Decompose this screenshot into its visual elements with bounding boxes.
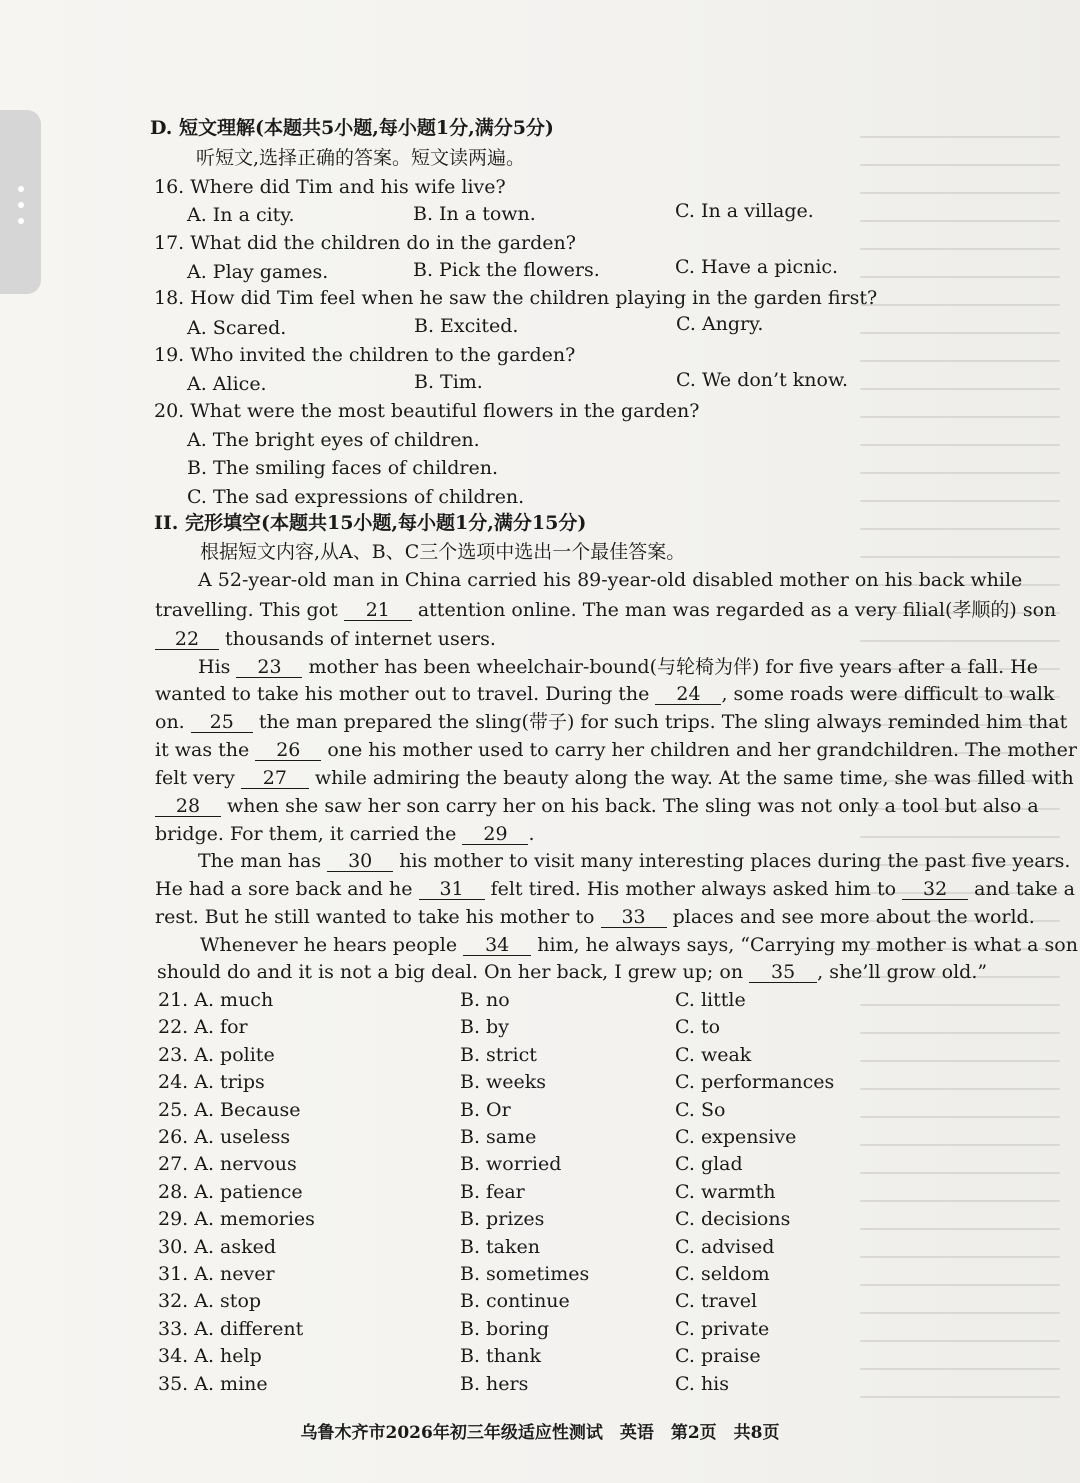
blank-28[interactable]: 28 [155, 796, 221, 817]
option-33a[interactable]: 33. A. different [158, 1318, 304, 1340]
option-27c[interactable]: C. glad [675, 1153, 743, 1175]
option-23a[interactable]: 23. A. polite [158, 1044, 275, 1066]
option-18b: B. Excited. [414, 315, 519, 337]
handle-dot-icon [18, 202, 24, 208]
option-20a: A. The bright eyes of children. [187, 429, 480, 451]
option-32a[interactable]: 32. A. stop [158, 1290, 262, 1312]
blank-35[interactable]: 35 [749, 962, 817, 983]
blank-31[interactable]: 31 [419, 879, 485, 900]
section-ii-instruction: 根据短文内容,从A、B、C三个选项中选出一个最佳答案。 [200, 541, 686, 563]
passage-line: His 23 mother has been wheelchair-bound(与轮椅为伴) for five years after a fall. He [198, 656, 1039, 678]
option-17c: C. Have a picnic. [675, 256, 839, 278]
option-24a[interactable]: 24. A. trips [158, 1071, 265, 1093]
option-17b: B. Pick the flowers. [413, 259, 600, 281]
question-20: 20. What were the most beautiful flowers in the garden? [154, 400, 700, 422]
option-26a[interactable]: 26. A. useless [158, 1126, 291, 1148]
option-31c[interactable]: C. seldom [675, 1263, 770, 1285]
option-16c: C. In a village. [675, 200, 814, 222]
option-29a[interactable]: 29. A. memories [158, 1208, 315, 1230]
passage-line: Whenever he hears people 34 him, he always says, “Carrying my mother is what a son [200, 934, 1078, 956]
option-31a[interactable]: 31. A. never [158, 1263, 275, 1285]
passage-line: it was the 26 one his mother used to carry her children and her grandchildren. The mother [155, 739, 1077, 761]
option-34a[interactable]: 34. A. help [158, 1345, 262, 1367]
option-33b[interactable]: B. boring [460, 1318, 550, 1340]
blank-23[interactable]: 23 [236, 657, 302, 678]
passage-line: 28 when she saw her son carry her on his back. The sling was not only a tool but also a [155, 794, 1039, 818]
option-17a: A. Play games. [187, 261, 329, 283]
option-30c[interactable]: C. advised [675, 1236, 775, 1258]
option-16b: B. In a town. [413, 203, 536, 225]
option-35c[interactable]: C. his [675, 1373, 730, 1395]
option-20c: C. The sad expressions of children. [187, 486, 525, 508]
page-footer: 乌鲁木齐市2026年初三年级适应性测试 英语 第2页 共8页 [300, 1423, 780, 1443]
blank-22[interactable]: 22 [155, 629, 219, 650]
option-16a: A. In a city. [187, 204, 295, 226]
blank-32[interactable]: 32 [902, 879, 968, 900]
option-29b[interactable]: B. prizes [460, 1208, 545, 1230]
option-30a[interactable]: 30. A. asked [158, 1236, 277, 1258]
blank-34[interactable]: 34 [463, 935, 531, 956]
question-18: 18. How did Tim feel when he saw the children playing in the garden first? [154, 287, 878, 309]
question-16: 16. Where did Tim and his wife live? [154, 176, 506, 198]
option-28b[interactable]: B. fear [460, 1181, 525, 1203]
option-18c: C. Angry. [676, 313, 764, 335]
handle-dot-icon [18, 186, 24, 192]
section-ii-heading: II. 完形填空(本题共15小题,每小题1分,满分15分) [154, 512, 587, 534]
option-23b[interactable]: B. strict [460, 1044, 537, 1066]
option-25c[interactable]: C. So [675, 1099, 726, 1121]
option-22a[interactable]: 22. A. for [158, 1016, 248, 1038]
passage-line: A 52-year-old man in China carried his 89-year-old disabled mother on his back while [198, 569, 1023, 591]
option-25a[interactable]: 25. A. Because [158, 1099, 301, 1121]
passage-line: He had a sore back and he 31 felt tired. His mother always asked him to 32 and take a [155, 878, 1075, 900]
blank-21[interactable]: 21 [344, 600, 412, 621]
passage-line: rest. But he still wanted to take his mother to 33 places and see more about the world. [155, 906, 1035, 928]
blank-24[interactable]: 24 [655, 684, 721, 705]
blank-29[interactable]: 29 [462, 824, 528, 845]
option-35a[interactable]: 35. A. mine [158, 1373, 268, 1395]
question-19: 19. Who invited the children to the garden? [154, 344, 576, 366]
option-32c[interactable]: C. travel [675, 1290, 758, 1312]
option-34b[interactable]: B. thank [460, 1345, 541, 1367]
option-20b: B. The smiling faces of children. [187, 457, 499, 479]
option-27a[interactable]: 27. A. nervous [158, 1153, 297, 1175]
option-34c[interactable]: C. praise [675, 1345, 761, 1367]
option-27b[interactable]: B. worried [460, 1153, 562, 1175]
option-21b[interactable]: B. no [460, 989, 510, 1011]
passage-line: bridge. For them, it carried the 29 . [155, 823, 535, 845]
passage-line: on. 25 the man prepared the sling(带子) for such trips. The sling always reminded him that [155, 711, 1068, 733]
option-33c[interactable]: C. private [675, 1318, 770, 1340]
option-22c[interactable]: C. to [675, 1016, 721, 1038]
section-d-heading: D. 短文理解(本题共5小题,每小题1分,满分5分) [150, 117, 554, 139]
option-22b[interactable]: B. by [460, 1016, 509, 1038]
side-panel-handle[interactable] [0, 110, 41, 294]
passage-line: travelling. This got 21 attention online. The man was regarded as a very filial(孝顺的) son [155, 599, 1057, 621]
option-25b[interactable]: B. Or [460, 1099, 511, 1121]
option-19c: C. We don’t know. [676, 369, 848, 391]
option-26c[interactable]: C. expensive [675, 1126, 797, 1148]
option-31b[interactable]: B. sometimes [460, 1263, 590, 1285]
section-d-instruction: 听短文,选择正确的答案。短文读两遍。 [196, 147, 526, 169]
option-23c[interactable]: C. weak [675, 1044, 752, 1066]
passage-line: wanted to take his mother out to travel. During the 24 , some roads were difficult to walk [155, 683, 1055, 705]
option-19a: A. Alice. [187, 373, 267, 395]
option-21a[interactable]: 21. A. much [158, 989, 274, 1011]
passage-line: The man has 30 his mother to visit many interesting places during the past five years. [198, 850, 1071, 872]
option-30b[interactable]: B. taken [460, 1236, 540, 1258]
blank-30[interactable]: 30 [327, 851, 393, 872]
option-26b[interactable]: B. same [460, 1126, 537, 1148]
option-21c[interactable]: C. little [675, 989, 746, 1011]
passage-line: felt very 27 while admiring the beauty along the way. At the same time, she was filled with [155, 767, 1074, 789]
option-24b[interactable]: B. weeks [460, 1071, 547, 1093]
blank-33[interactable]: 33 [601, 907, 667, 928]
option-28a[interactable]: 28. A. patience [158, 1181, 303, 1203]
blank-26[interactable]: 26 [255, 740, 321, 761]
handle-dot-icon [18, 218, 24, 224]
question-17: 17. What did the children do in the garden? [154, 232, 576, 254]
option-29c[interactable]: C. decisions [675, 1208, 791, 1230]
passage-line: 22 thousands of internet users. [155, 627, 496, 651]
option-24c[interactable]: C. performances [675, 1071, 835, 1093]
option-35b[interactable]: B. hers [460, 1373, 529, 1395]
option-28c[interactable]: C. warmth [675, 1181, 776, 1203]
passage-line: should do and it is not a big deal. On her back, I grew up; on 35 , she’ll grow old.” [157, 961, 988, 983]
option-32b[interactable]: B. continue [460, 1290, 570, 1312]
blank-27[interactable]: 27 [241, 768, 309, 789]
option-18a: A. Scared. [187, 317, 287, 339]
blank-25[interactable]: 25 [191, 712, 253, 733]
option-19b: B. Tim. [414, 371, 483, 393]
